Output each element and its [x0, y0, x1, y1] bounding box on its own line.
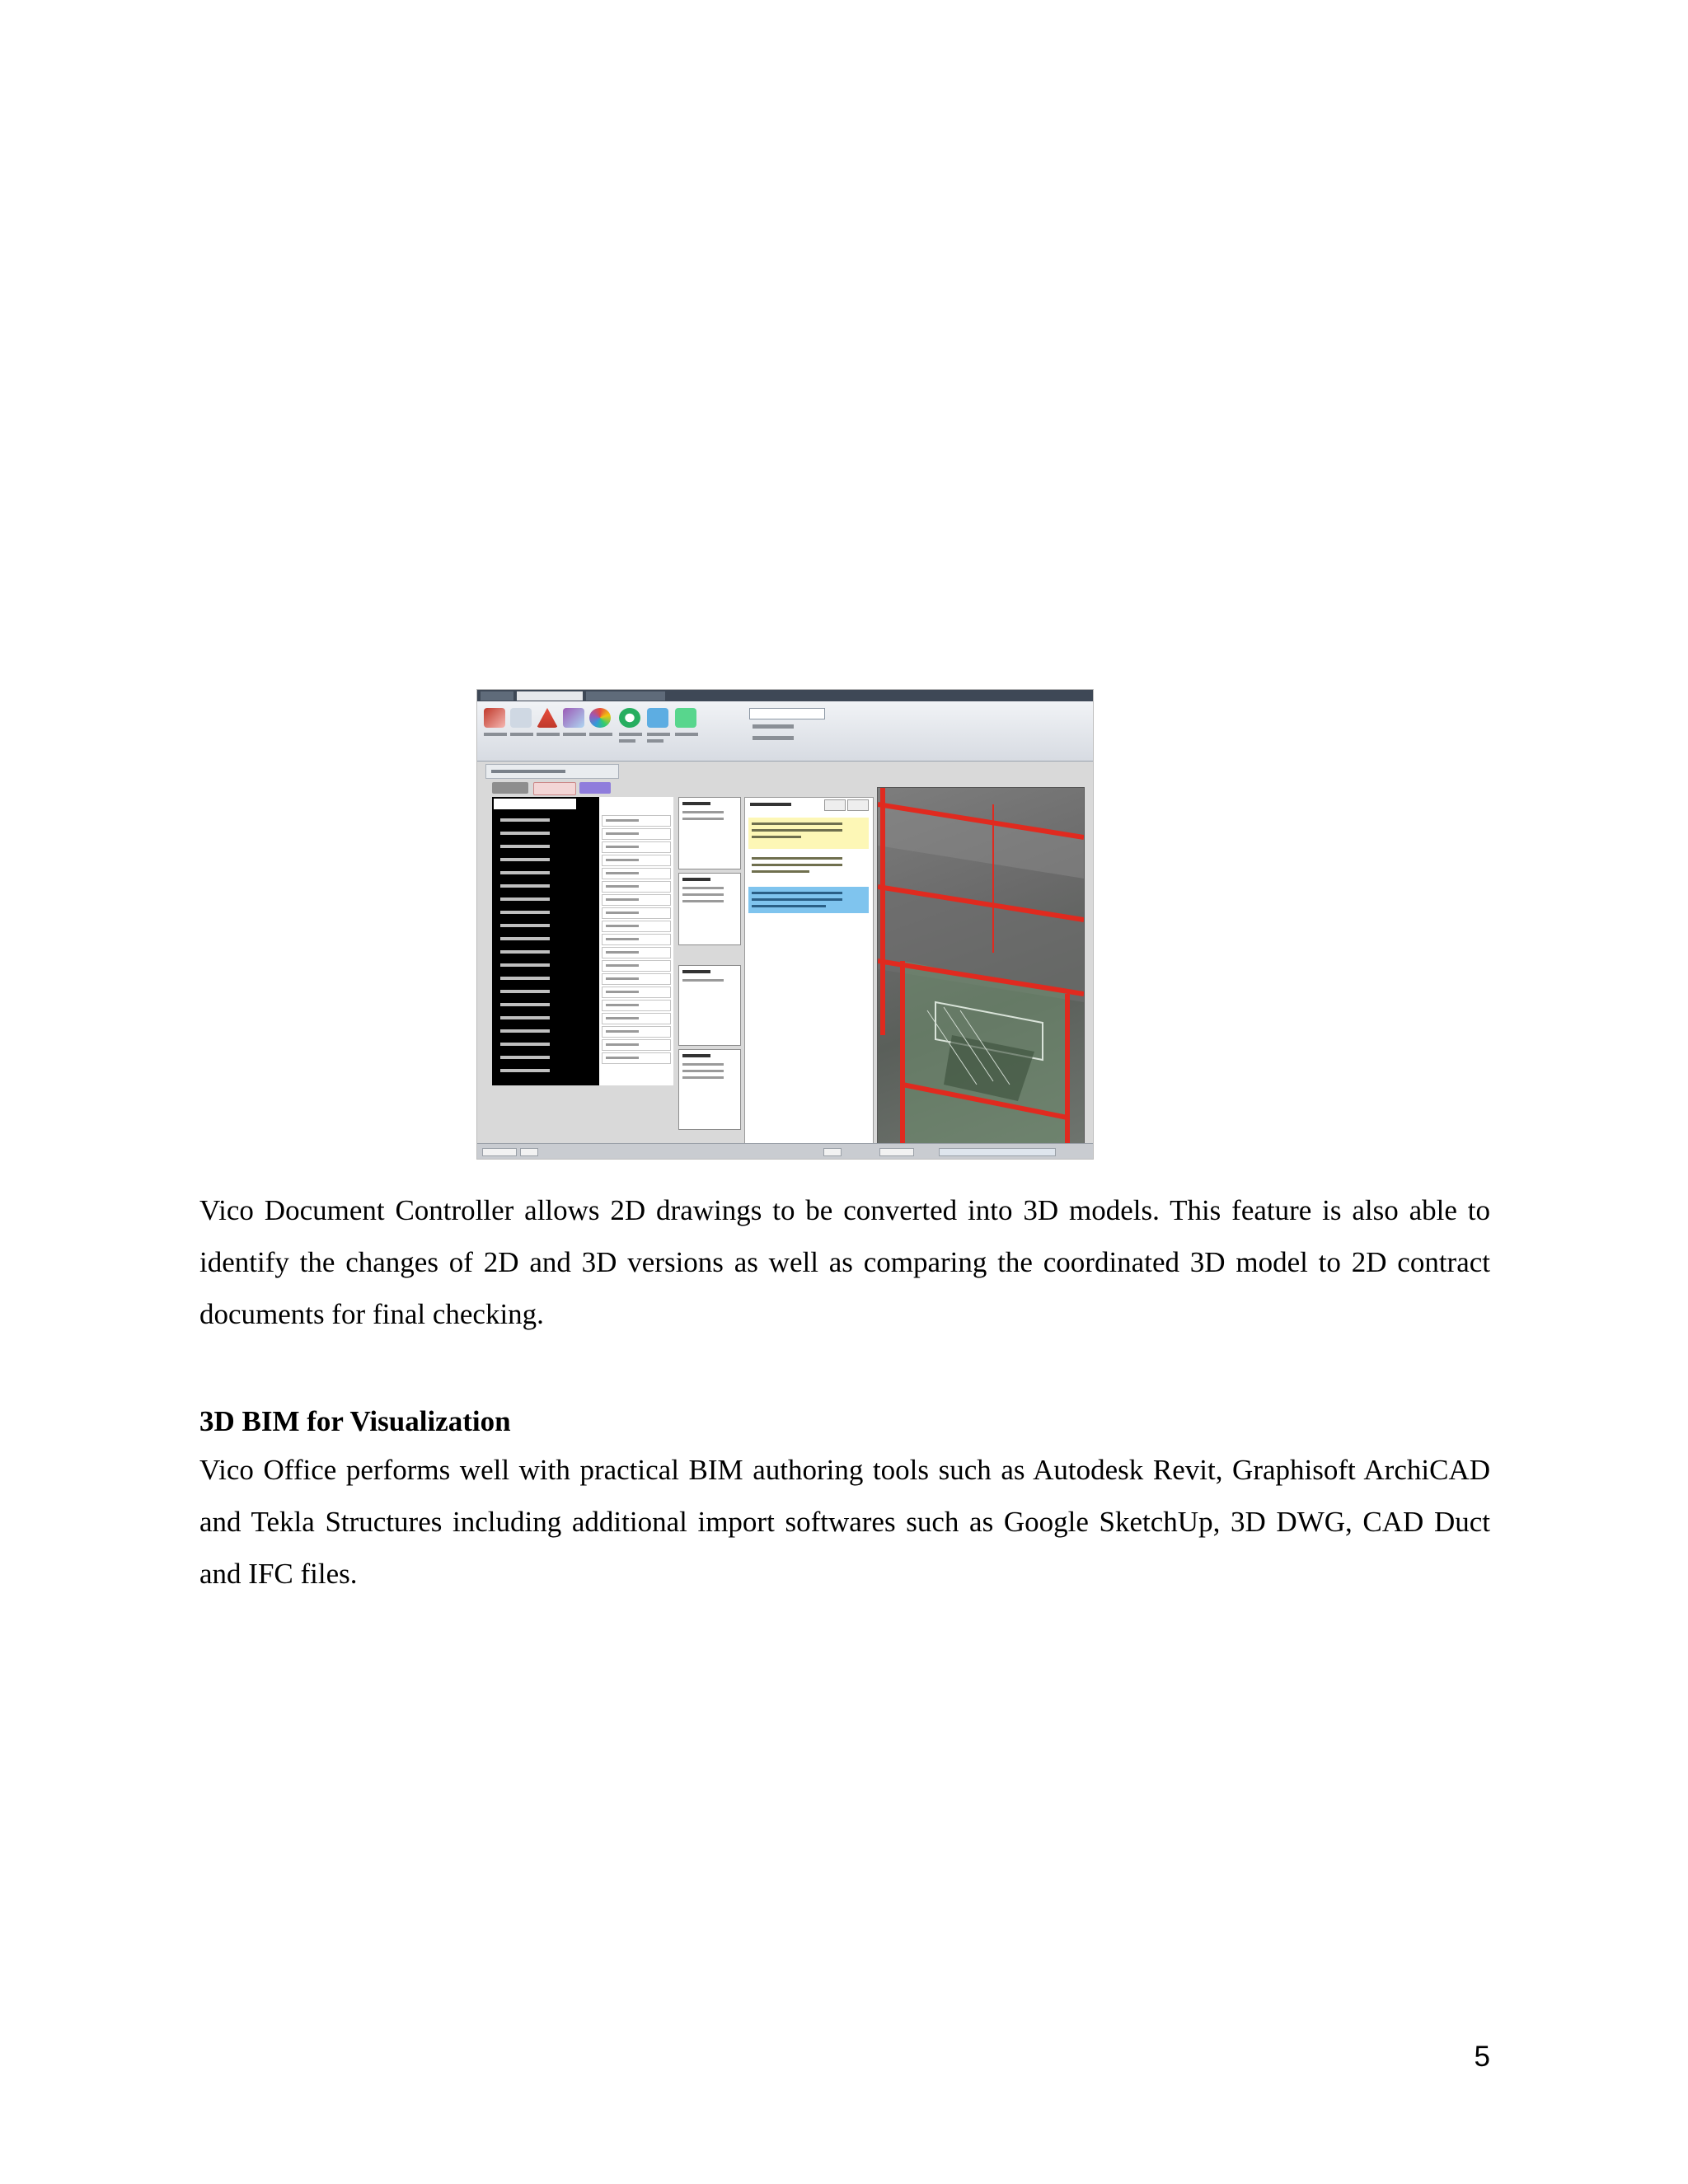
- list-item: [500, 937, 550, 940]
- property-value-fields: [599, 797, 673, 1085]
- status-field: [520, 1148, 538, 1156]
- response-box: [678, 1049, 741, 1130]
- value-field: [602, 1052, 671, 1064]
- cloud-icon: [510, 708, 532, 728]
- discussion-title: [750, 803, 791, 806]
- list-item: [500, 845, 550, 848]
- value-field: [602, 828, 671, 840]
- ribbon-label: [647, 739, 663, 743]
- panel-title-text: [491, 770, 565, 773]
- ribbon-label: [537, 733, 560, 736]
- value-field: [602, 868, 671, 879]
- section-heading: 3D BIM for Visualization: [199, 1405, 511, 1437]
- ribbon-label: [647, 733, 670, 736]
- paragraph-visualization: Vico Office performs well with practical BIM authoring tools such as Autodesk Revit, Graphisoft ArchiCAD and Tekla Structures including additional import softwares such as Google SketchUp, 3D DWG, CAD Duct and IFC files.: [199, 1454, 1490, 1590]
- list-item: [500, 1069, 550, 1072]
- list-item: [500, 963, 550, 967]
- list-item: [500, 858, 550, 861]
- value-field: [602, 815, 671, 827]
- download-icon: [647, 708, 668, 728]
- ribbon-option: [753, 736, 794, 740]
- value-field: [602, 921, 671, 932]
- value-field: [602, 947, 671, 958]
- value-field: [602, 1000, 671, 1011]
- ribbon-label: [619, 739, 635, 743]
- list-item: [500, 832, 550, 835]
- list-item: [500, 1056, 550, 1059]
- value-field: [602, 973, 671, 985]
- discussion-note: [748, 818, 869, 849]
- list-item: [500, 818, 550, 822]
- status-field: [879, 1148, 914, 1156]
- list-item: [500, 1043, 550, 1046]
- property-label-list: [492, 797, 599, 1085]
- list-item: [500, 1016, 550, 1019]
- value-field: [602, 1026, 671, 1038]
- color-wheel-icon: [589, 708, 611, 728]
- value-field: [602, 1013, 671, 1024]
- discussion-panel: [744, 797, 874, 1153]
- list-item: [500, 990, 550, 993]
- paragraph-document-controller: Vico Document Controller allows 2D drawings to be converted into 3D models. This feature is also able to identify the changes of 2D and 3D versions as well as comparing the coordinated 3D model to 2D contract documents for final checking.: [199, 1194, 1490, 1330]
- value-field: [602, 934, 671, 945]
- list-item: [500, 898, 550, 901]
- value-field: [602, 907, 671, 919]
- request-box: [678, 873, 741, 945]
- list-item: [500, 911, 550, 914]
- ribbon-tab: [586, 691, 665, 701]
- list-header-input: [494, 799, 576, 809]
- value-field: [602, 894, 671, 906]
- status-field: [823, 1148, 842, 1156]
- ribbon-label: [484, 733, 507, 736]
- value-field: [602, 960, 671, 972]
- freehand-tool-icon: [484, 708, 505, 728]
- page-number: 5: [1474, 2041, 1490, 2073]
- status-field: [482, 1148, 517, 1156]
- subject-box: [678, 797, 741, 869]
- ribbon-label: [563, 733, 586, 736]
- ribbon-label: [619, 733, 642, 736]
- status-field: [939, 1148, 1056, 1156]
- value-field: [602, 841, 671, 853]
- image-icon: [675, 708, 696, 728]
- value-field: [602, 1039, 671, 1051]
- add-icon: [619, 708, 640, 728]
- brush-icon: [563, 708, 584, 728]
- ribbon-label: [510, 733, 533, 736]
- ribbon-label: [675, 733, 698, 736]
- discussion-note-selected: [748, 887, 869, 913]
- panel-button: [533, 782, 576, 795]
- list-item: [500, 1003, 550, 1006]
- ribbon-label: [589, 733, 612, 736]
- list-item: [500, 977, 550, 980]
- value-field: [602, 855, 671, 866]
- ribbon-tab-bar: [477, 690, 1093, 701]
- discussion-note: [748, 852, 869, 883]
- suggestion-box: [678, 965, 741, 1046]
- panel-button: [579, 782, 611, 794]
- 3d-model-drawing: [878, 788, 1084, 1151]
- status-bar: [477, 1143, 1093, 1159]
- list-item: [500, 884, 550, 888]
- document-controller-panel-title: [485, 764, 619, 779]
- ribbon-toolbar: [477, 701, 1093, 762]
- warning-icon: [537, 708, 558, 728]
- ribbon-tab: [481, 691, 513, 701]
- ribbon-tab-active: [517, 691, 583, 701]
- discussion-button: [847, 799, 869, 811]
- value-field: [602, 881, 671, 893]
- ribbon-dropdown: [749, 708, 825, 719]
- value-field: [602, 987, 671, 998]
- list-item: [500, 950, 550, 954]
- panel-button: [492, 782, 528, 794]
- list-item: [500, 924, 550, 927]
- software-screenshot-figure: [476, 689, 1094, 1160]
- list-item: [500, 1029, 550, 1033]
- 3d-model-view: [877, 787, 1085, 1151]
- discussion-button: [824, 799, 846, 811]
- ribbon-option: [753, 724, 794, 729]
- list-item: [500, 871, 550, 874]
